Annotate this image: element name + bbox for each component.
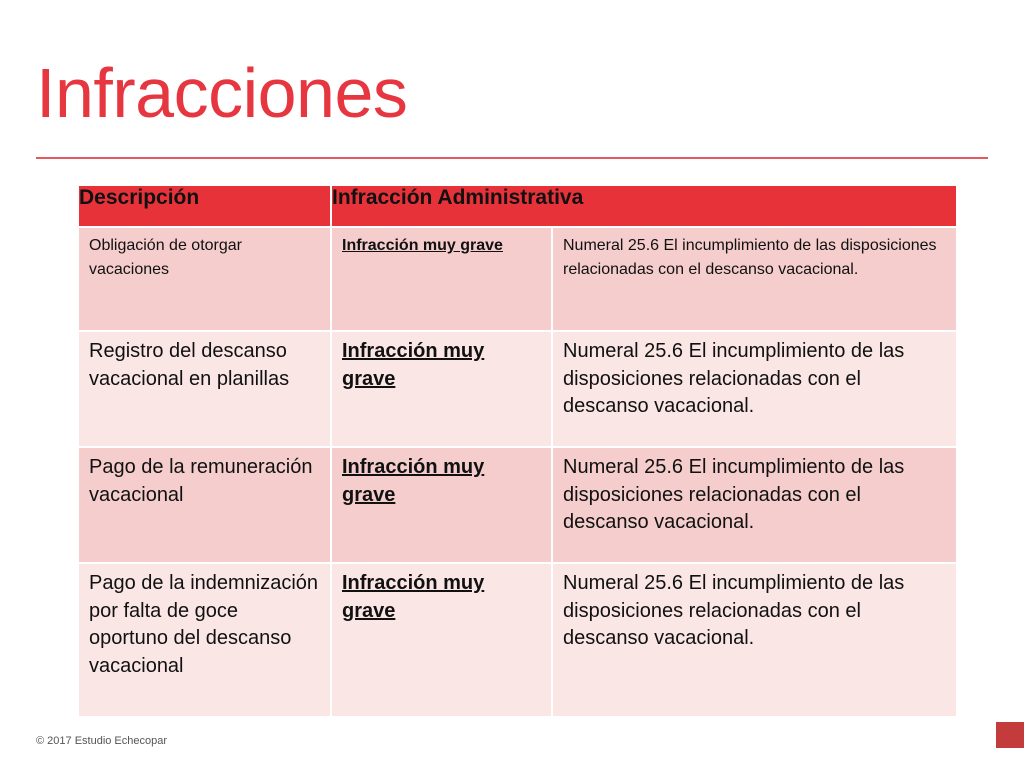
row-descripcion: Pago de la indemnización por falta de goce oportuno del descanso vacacional (78, 563, 331, 717)
row-norma: Numeral 25.6 El incumplimiento de las disposiciones relacionadas con el descanso vacacional. (552, 227, 957, 331)
row-gravedad: Infracción muy grave (331, 447, 552, 563)
header-descripcion: Descripción (78, 185, 331, 227)
row-descripcion: Registro del descanso vacacional en planillas (78, 331, 331, 447)
table-row (78, 227, 957, 331)
slide-title: Infracciones (36, 54, 408, 132)
row-norma: Numeral 25.6 El incumplimiento de las disposiciones relacionadas con el descanso vacacional. (552, 331, 957, 447)
table-row (78, 563, 957, 717)
footer-copyright: © 2017 Estudio Echecopar (36, 735, 168, 747)
row-descripcion: Obligación de otorgar vacaciones (78, 227, 331, 331)
table-header-row (78, 185, 957, 227)
row-gravedad: Infracción muy grave (331, 227, 552, 331)
row-norma: Numeral 25.6 El incumplimiento de las disposiciones relacionadas con el descanso vacacional. (552, 447, 957, 563)
table-row (78, 447, 957, 563)
row-descripcion: Pago de la remuneración vacacional (78, 447, 331, 563)
corner-accent-block (996, 722, 1024, 748)
row-gravedad: Infracción muy grave (331, 563, 552, 717)
row-norma: Numeral 25.6 El incumplimiento de las disposiciones relacionadas con el descanso vacacional. (552, 563, 957, 717)
title-divider (36, 157, 988, 159)
infractions-table (77, 184, 958, 718)
table-row (78, 331, 957, 447)
header-infraccion-administrativa: Infracción Administrativa (331, 185, 957, 227)
row-gravedad: Infracción muy grave (331, 331, 552, 447)
